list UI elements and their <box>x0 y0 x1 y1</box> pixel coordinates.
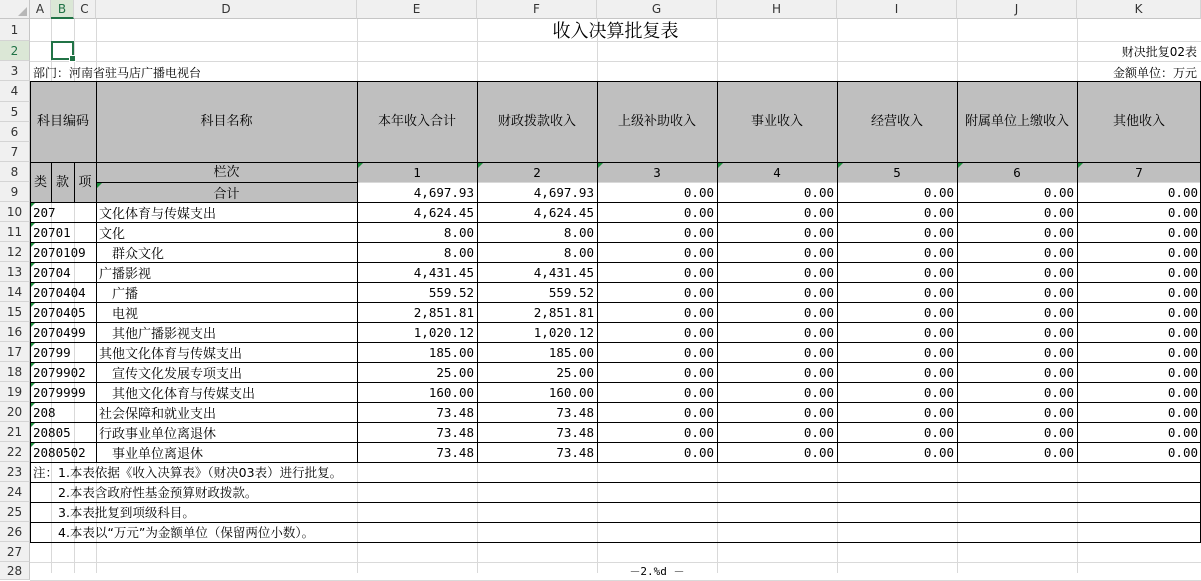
column-header-e[interactable]: E <box>357 0 477 19</box>
table-cell-value[interactable]: 0.00 <box>923 384 954 400</box>
table-cell-value[interactable]: 0.00 <box>683 204 714 220</box>
table-cell-value[interactable]: 0.00 <box>803 224 834 240</box>
column-number-5: 5 <box>893 164 901 180</box>
table-cell-value[interactable]: 0.00 <box>923 424 954 440</box>
table-cell-value[interactable]: 0.00 <box>1043 204 1074 220</box>
header-other-income: 其他收入 <box>1112 114 1165 129</box>
note-line: 注：1.本表依据《收入决算表》（财决03表）进行批复。 <box>33 465 343 480</box>
table-cell-value[interactable]: 0.00 <box>803 364 834 380</box>
table-cell-value[interactable]: 0.00 <box>1167 384 1198 400</box>
row-header-9[interactable]: 9 <box>0 182 30 202</box>
note-border <box>30 462 31 542</box>
table-cell-value[interactable]: 0.00 <box>683 364 714 380</box>
row-header-2[interactable]: 2 <box>0 41 30 61</box>
table-border <box>30 342 1201 343</box>
total-row-value[interactable]: 0.00 <box>803 184 834 200</box>
subject-name[interactable]: 宣传文化发展专项支出 <box>99 366 243 382</box>
column-number-7: 7 <box>1135 164 1143 180</box>
table-cell-value[interactable]: 185.00 <box>548 344 594 360</box>
column-number-6: 6 <box>1013 164 1021 180</box>
subject-name[interactable]: 其他文化体育与传媒支出 <box>99 386 256 402</box>
table-cell-value[interactable]: 8.00 <box>443 244 474 260</box>
row-header-20[interactable]: 20 <box>0 402 30 422</box>
table-cell-value[interactable]: 4,624.45 <box>413 204 474 220</box>
row-header-21[interactable]: 21 <box>0 422 30 442</box>
table-cell-value[interactable]: 0.00 <box>1167 284 1198 300</box>
header-affiliated-income: 附属单位上缴收入 <box>964 114 1069 129</box>
table-cell-value[interactable]: 0.00 <box>923 204 954 220</box>
table-cell-value[interactable]: 0.00 <box>803 404 834 420</box>
header-superior-subsidy: 上级补助收入 <box>617 114 696 129</box>
table-border <box>30 382 1201 383</box>
row-header-16[interactable]: 16 <box>0 322 30 342</box>
total-row-label: 合计 <box>213 186 240 202</box>
table-cell-value[interactable]: 0.00 <box>1043 424 1074 440</box>
table-border <box>837 81 838 462</box>
row-header-15[interactable]: 15 <box>0 302 30 322</box>
table-border <box>30 81 31 462</box>
comment-marker <box>718 163 723 168</box>
row-header-25[interactable]: 25 <box>0 502 30 522</box>
row-header-6[interactable]: 6 <box>0 122 30 142</box>
row-header-11[interactable]: 11 <box>0 222 30 242</box>
row-header-17[interactable]: 17 <box>0 342 30 362</box>
subject-code[interactable]: 20799 <box>33 344 71 360</box>
table-cell-value[interactable]: 0.00 <box>923 224 954 240</box>
table-cell-value[interactable]: 0.00 <box>1043 344 1074 360</box>
total-row-value[interactable]: 0.00 <box>1043 184 1074 200</box>
table-border <box>30 462 1201 463</box>
table-cell-value[interactable]: 8.00 <box>443 224 474 240</box>
column-header-a[interactable]: A <box>30 0 51 19</box>
table-cell-value[interactable]: 0.00 <box>1043 244 1074 260</box>
comment-marker <box>1078 163 1083 168</box>
table-cell-value[interactable]: 160.00 <box>428 384 474 400</box>
table-cell-value[interactable]: 0.00 <box>1167 244 1198 260</box>
table-cell-value[interactable]: 8.00 <box>563 224 594 240</box>
header-code-group: 科目编码 <box>36 114 89 129</box>
table-border <box>357 81 358 462</box>
table-border <box>30 302 1201 303</box>
table-cell-value[interactable]: 0.00 <box>803 284 834 300</box>
table-cell-value[interactable]: 0.00 <box>683 404 714 420</box>
table-border <box>30 262 1201 263</box>
table-border <box>30 422 1201 423</box>
header-operating-income: 经营收入 <box>870 114 923 129</box>
table-cell-value[interactable]: 0.00 <box>923 324 954 340</box>
unit-label: 金额单位：万元 <box>1112 66 1197 80</box>
table-cell-value[interactable]: 0.00 <box>1043 384 1074 400</box>
table-cell-value[interactable]: 0.00 <box>1043 364 1074 380</box>
table-cell-value[interactable]: 73.48 <box>556 444 594 460</box>
row-header-7[interactable]: 7 <box>0 142 30 162</box>
subject-name[interactable]: 社会保障和就业支出 <box>99 406 217 422</box>
page-footer: －2.%d － <box>629 565 685 578</box>
table-cell-value[interactable]: 0.00 <box>803 384 834 400</box>
column-number-3: 3 <box>653 164 661 180</box>
table-cell-value[interactable]: 0.00 <box>683 444 714 460</box>
table-cell-value[interactable]: 0.00 <box>1167 304 1198 320</box>
row-header-28[interactable]: 28 <box>0 562 30 580</box>
header-subject-name: 科目名称 <box>200 114 253 129</box>
subject-code[interactable]: 208 <box>33 404 56 420</box>
header-total-income: 本年收入合计 <box>377 114 456 129</box>
comment-marker <box>478 163 483 168</box>
table-border <box>1077 81 1078 462</box>
table-cell-value[interactable]: 0.00 <box>803 204 834 220</box>
table-cell-value[interactable]: 0.00 <box>1043 444 1074 460</box>
row-header-27[interactable]: 27 <box>0 542 30 562</box>
comment-marker <box>838 163 843 168</box>
table-cell-value[interactable]: 4,624.45 <box>533 204 594 220</box>
column-number-2: 2 <box>533 164 541 180</box>
column-number-1: 1 <box>413 164 421 180</box>
row-header-5[interactable]: 5 <box>0 102 30 122</box>
table-cell-value[interactable]: 2,851.81 <box>413 304 474 320</box>
selected-cell-b2[interactable] <box>51 41 74 60</box>
table-cell-value[interactable]: 4,431.45 <box>533 264 594 280</box>
table-cell-value[interactable]: 0.00 <box>803 244 834 260</box>
row-header-14[interactable]: 14 <box>0 282 30 302</box>
table-cell-value[interactable]: 0.00 <box>683 284 714 300</box>
table-cell-value[interactable]: 0.00 <box>683 224 714 240</box>
column-header-h[interactable]: H <box>717 0 837 19</box>
table-cell-value[interactable]: 0.00 <box>923 364 954 380</box>
total-row-value[interactable]: 0.00 <box>1167 184 1198 200</box>
column-number-4: 4 <box>773 164 781 180</box>
column-header-g[interactable]: G <box>597 0 717 19</box>
row-header-10[interactable]: 10 <box>0 202 30 222</box>
table-cell-value[interactable]: 0.00 <box>803 264 834 280</box>
subject-code[interactable]: 20805 <box>33 424 71 440</box>
row-header-22[interactable]: 22 <box>0 442 30 462</box>
table-cell-value[interactable]: 0.00 <box>803 344 834 360</box>
column-header-f[interactable]: F <box>477 0 597 19</box>
comment-marker <box>97 183 102 188</box>
table-border <box>597 81 598 462</box>
row-header-1[interactable]: 1 <box>0 19 30 41</box>
table-border <box>30 322 1201 323</box>
table-border <box>30 362 1201 363</box>
table-cell-value[interactable]: 0.00 <box>1167 224 1198 240</box>
table-cell-value[interactable]: 0.00 <box>1167 364 1198 380</box>
subject-code[interactable]: 2070109 <box>33 244 86 260</box>
table-cell-value[interactable]: 0.00 <box>1043 404 1074 420</box>
table-cell-value[interactable]: 0.00 <box>803 444 834 460</box>
subject-code[interactable]: 2079902 <box>33 364 86 380</box>
subject-code[interactable]: 2070499 <box>33 324 86 340</box>
subject-code[interactable]: 207 <box>33 204 56 220</box>
note-border <box>30 522 1201 523</box>
table-cell-value[interactable]: 0.00 <box>1167 324 1198 340</box>
subject-name[interactable]: 其他广播影视支出 <box>99 326 217 342</box>
row-header-4[interactable]: 4 <box>0 81 30 102</box>
table-cell-value[interactable]: 0.00 <box>1167 264 1198 280</box>
table-border <box>96 81 97 462</box>
header-xiang: 项 <box>78 174 92 190</box>
table-cell-value[interactable]: 1,020.12 <box>413 324 474 340</box>
table-cell-value[interactable]: 25.00 <box>556 364 594 380</box>
column-header-i[interactable]: I <box>837 0 957 19</box>
row-header-13[interactable]: 13 <box>0 262 30 282</box>
table-cell-value[interactable]: 73.48 <box>436 404 474 420</box>
subject-code[interactable]: 20704 <box>33 264 71 280</box>
table-cell-value[interactable]: 73.48 <box>556 424 594 440</box>
note-border <box>30 542 1201 543</box>
row-header-8[interactable]: 8 <box>0 162 30 182</box>
row-header-23[interactable]: 23 <box>0 462 30 482</box>
table-cell-value[interactable]: 0.00 <box>683 324 714 340</box>
subject-name[interactable]: 其他文化体育与传媒支出 <box>99 346 243 362</box>
subject-code[interactable]: 2080502 <box>33 444 86 460</box>
table-title: 收入决算批复表 <box>552 21 679 41</box>
table-border <box>30 242 1201 243</box>
row-header-12[interactable]: 12 <box>0 242 30 262</box>
table-border <box>717 81 718 462</box>
total-row-value[interactable]: 4,697.93 <box>413 184 474 200</box>
subject-name[interactable]: 行政事业单位离退休 <box>99 426 217 442</box>
subject-code[interactable]: 2079999 <box>33 384 86 400</box>
header-lei: 类 <box>34 174 48 190</box>
table-border <box>30 402 1201 403</box>
table-cell-value[interactable]: 0.00 <box>923 444 954 460</box>
table-border <box>30 162 96 163</box>
table-border <box>30 81 1201 82</box>
table-cell-value[interactable]: 0.00 <box>923 344 954 360</box>
note-border <box>30 482 1201 483</box>
department-label: 部门：河南省驻马店广播电视台 <box>33 66 202 80</box>
row-header-19[interactable]: 19 <box>0 382 30 402</box>
header-column-number: 栏次 <box>213 164 240 180</box>
table-cell-value[interactable]: 0.00 <box>1167 444 1198 460</box>
header-business-income: 事业收入 <box>750 114 803 129</box>
table-border <box>74 162 75 202</box>
table-cell-value[interactable]: 0.00 <box>923 244 954 260</box>
table-cell-value[interactable]: 0.00 <box>923 404 954 420</box>
table-cell-value[interactable]: 0.00 <box>683 304 714 320</box>
table-cell-value[interactable]: 0.00 <box>683 424 714 440</box>
table-border <box>96 182 357 183</box>
subject-name[interactable]: 文化体育与传媒支出 <box>99 206 217 222</box>
table-border <box>30 282 1201 283</box>
table-cell-value[interactable]: 73.48 <box>436 444 474 460</box>
row-header-26[interactable]: 26 <box>0 522 30 542</box>
table-cell-value[interactable]: 0.00 <box>1043 304 1074 320</box>
table-cell-value[interactable]: 1,020.12 <box>533 324 594 340</box>
table-cell-value[interactable]: 0.00 <box>683 384 714 400</box>
table-cell-value[interactable]: 25.00 <box>436 364 474 380</box>
subject-name[interactable]: 电视 <box>99 306 139 322</box>
table-cell-value[interactable]: 8.00 <box>563 244 594 260</box>
table-cell-value[interactable]: 0.00 <box>683 264 714 280</box>
column-header-d[interactable]: D <box>96 0 357 19</box>
comment-marker <box>598 163 603 168</box>
subject-name[interactable]: 群众文化 <box>99 246 165 262</box>
table-cell-value[interactable]: 0.00 <box>683 244 714 260</box>
table-border <box>30 202 1201 203</box>
table-cell-value[interactable]: 0.00 <box>1043 324 1074 340</box>
table-cell-value[interactable]: 73.48 <box>436 424 474 440</box>
table-cell-value[interactable]: 0.00 <box>923 264 954 280</box>
table-cell-value[interactable]: 185.00 <box>428 344 474 360</box>
column-header-c[interactable]: C <box>74 0 96 19</box>
table-border <box>30 222 1201 223</box>
table-cell-value[interactable]: 0.00 <box>803 424 834 440</box>
subject-code[interactable]: 2070405 <box>33 304 86 320</box>
table-border <box>96 162 1201 163</box>
comment-marker <box>958 163 963 168</box>
note-border <box>30 502 1201 503</box>
table-border <box>957 81 958 462</box>
select-all-corner[interactable] <box>0 0 30 19</box>
table-cell-value[interactable]: 0.00 <box>923 284 954 300</box>
table-cell-value[interactable]: 0.00 <box>1043 264 1074 280</box>
table-border <box>51 162 52 202</box>
table-cell-value[interactable]: 160.00 <box>548 384 594 400</box>
note-line: 2.本表含政府性基金预算财政拨款。 <box>33 485 258 500</box>
column-header-j[interactable]: J <box>957 0 1077 19</box>
subject-name[interactable]: 广播影视 <box>99 266 152 282</box>
column-header-k[interactable]: K <box>1077 0 1201 19</box>
subject-code[interactable]: 2070404 <box>33 284 86 300</box>
row-header-3[interactable]: 3 <box>0 61 30 81</box>
column-header-b[interactable]: B <box>51 0 74 19</box>
table-cell-value[interactable]: 73.48 <box>556 404 594 420</box>
total-row-value[interactable]: 0.00 <box>923 184 954 200</box>
form-code: 财决批复02表 <box>1121 44 1197 59</box>
note-line: 3.本表批复到项级科目。 <box>33 505 195 520</box>
row-header-24[interactable]: 24 <box>0 482 30 502</box>
table-cell-value[interactable]: 0.00 <box>1167 404 1198 420</box>
header-fiscal-appropriation: 财政拨款收入 <box>497 114 576 129</box>
total-row-value[interactable]: 4,697.93 <box>533 184 594 200</box>
table-border <box>30 442 1201 443</box>
table-cell-value[interactable]: 559.52 <box>548 284 594 300</box>
table-cell-value[interactable]: 0.00 <box>1167 344 1198 360</box>
table-cell-value[interactable]: 4,431.45 <box>413 264 474 280</box>
table-cell-value[interactable]: 0.00 <box>1167 424 1198 440</box>
note-line: 4.本表以“万元”为金额单位（保留两位小数）。 <box>33 525 315 540</box>
subject-name[interactable]: 广播 <box>99 286 139 302</box>
subject-name[interactable]: 文化 <box>99 226 126 242</box>
table-cell-value[interactable]: 559.52 <box>428 284 474 300</box>
table-cell-value[interactable]: 0.00 <box>803 324 834 340</box>
comment-marker <box>358 163 363 168</box>
table-cell-value[interactable]: 0.00 <box>923 304 954 320</box>
table-cell-value[interactable]: 0.00 <box>1043 224 1074 240</box>
table-border <box>477 81 478 462</box>
header-kuan: 款 <box>55 174 69 190</box>
total-row-value[interactable]: 0.00 <box>683 184 714 200</box>
table-cell-value[interactable]: 0.00 <box>1167 204 1198 220</box>
table-cell-value[interactable]: 0.00 <box>1043 284 1074 300</box>
subject-name[interactable]: 事业单位离退休 <box>99 446 204 462</box>
row-header-18[interactable]: 18 <box>0 362 30 382</box>
table-cell-value[interactable]: 0.00 <box>683 344 714 360</box>
subject-code[interactable]: 20701 <box>33 224 71 240</box>
table-cell-value[interactable]: 2,851.81 <box>533 304 594 320</box>
table-cell-value[interactable]: 0.00 <box>803 304 834 320</box>
